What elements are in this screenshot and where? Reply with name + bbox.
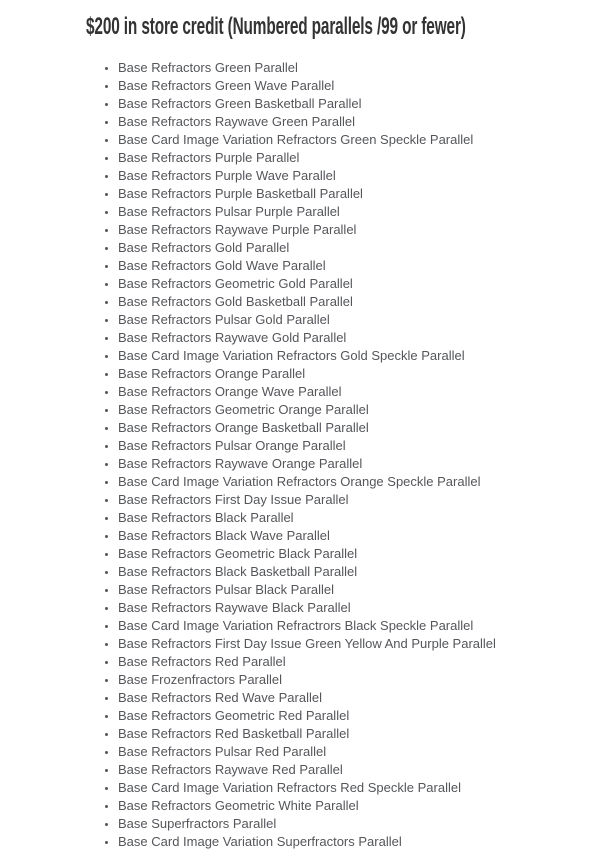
list-item: • Base Refractors Geometric Orange Parallel xyxy=(118,401,612,419)
list-item: • Base Refractors Geometric Red Parallel xyxy=(118,707,612,725)
list-item: • Base Refractors Raywave Orange Parallel xyxy=(118,455,612,473)
list-item: • Base Card Image Variation Refractors Red Speckle Parallel xyxy=(118,779,612,797)
list-item: • Base Refractors Green Basketball Parallel xyxy=(118,95,612,113)
list-item: • Base Card Image Variation Superfractors Parallel xyxy=(118,833,612,851)
list-item: • Base Refractors Gold Parallel xyxy=(118,239,612,257)
list-item: • Base Refractors First Day Issue Green Yellow And Purple Parallel xyxy=(118,635,612,653)
list-item: • Base Refractors Pulsar Purple Parallel xyxy=(118,203,612,221)
list-item: • Base Refractors Pulsar Gold Parallel xyxy=(118,311,612,329)
parallels-list xyxy=(85,59,612,851)
list-item: • Base Refractors Red Wave Parallel xyxy=(118,689,612,707)
list-item: • Base Card Image Variation Refractrors Black Speckle Parallel xyxy=(118,617,612,635)
list-item: • Base Refractors Purple Basketball Parallel xyxy=(118,185,612,203)
list-item: • Base Refractors Orange Parallel xyxy=(118,365,612,383)
list-item: • Base Refractors Gold Wave Parallel xyxy=(118,257,612,275)
list-item: • Base Refractors Purple Wave Parallel xyxy=(118,167,612,185)
list-item: • Base Refractors Geometric Black Parallel xyxy=(118,545,612,563)
list-item: • Base Refractors Raywave Gold Parallel xyxy=(118,329,612,347)
list-item: • Base Superfractors Parallel xyxy=(118,815,612,833)
list-item: • Base Refractors Black Parallel xyxy=(118,509,612,527)
list-item: • Base Refractors Green Wave Parallel xyxy=(118,77,612,95)
list-item: • Base Refractors Purple Parallel xyxy=(118,149,612,167)
list-item: • Base Refractors Gold Basketball Parallel xyxy=(118,293,612,311)
list-item: • Base Refractors Raywave Purple Parallel xyxy=(118,221,612,239)
list-item: • Base Refractors Orange Wave Parallel xyxy=(118,383,612,401)
list-item: • Base Refractors Black Wave Parallel xyxy=(118,527,612,545)
list-item: • Base Card Image Variation Refractors Gold Speckle Parallel xyxy=(118,347,612,365)
list-item: • Base Refractors Geometric Gold Parallel xyxy=(118,275,612,293)
list-item: • Base Refractors Geometric White Parallel xyxy=(118,797,612,815)
list-item: • Base Refractors Raywave Red Parallel xyxy=(118,761,612,779)
list-item: • Base Refractors Pulsar Orange Parallel xyxy=(118,437,612,455)
list-item: • Base Refractors Red Parallel xyxy=(118,653,612,671)
section-heading: $200 in store credit (Numbered parallels /99 or fewer) xyxy=(86,13,466,40)
list-item: • Base Refractors Green Parallel xyxy=(118,59,612,77)
list-item: • Base Frozenfractors Parallel xyxy=(118,671,612,689)
list-item: • Base Refractors Orange Basketball Parallel xyxy=(118,419,612,437)
list-item: • Base Refractors Black Basketball Parallel xyxy=(118,563,612,581)
list-item: • Base Refractors Red Basketball Parallel xyxy=(118,725,612,743)
list-item: • Base Refractors Raywave Black Parallel xyxy=(118,599,612,617)
list-item: • Base Card Image Variation Refractors Orange Speckle Parallel xyxy=(118,473,612,491)
list-item: • Base Card Image Variation Refractors Green Speckle Parallel xyxy=(118,131,612,149)
list-item: • Base Refractors Pulsar Black Parallel xyxy=(118,581,612,599)
list-item: • Base Refractors Raywave Green Parallel xyxy=(118,113,612,131)
list-item: • Base Refractors Pulsar Red Parallel xyxy=(118,743,612,761)
list-item: • Base Refractors First Day Issue Parallel xyxy=(118,491,612,509)
